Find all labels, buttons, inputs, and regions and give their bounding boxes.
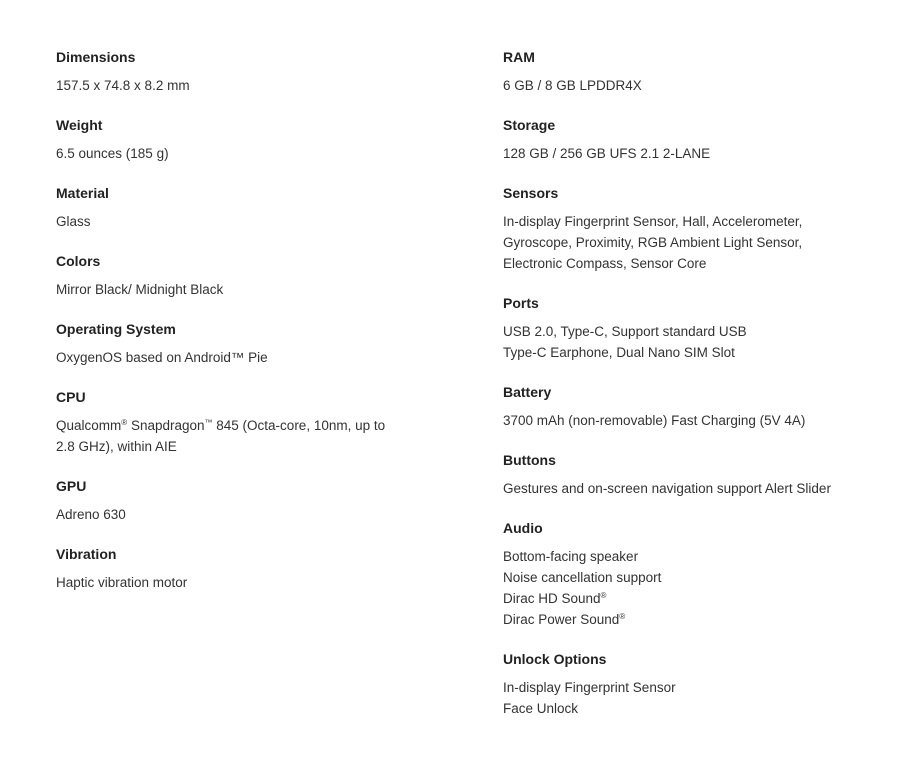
spec-label: Sensors: [503, 185, 559, 201]
spec-value: Mirror Black/ Midnight Black: [56, 282, 224, 297]
audio-dirac-power: Dirac Power Sound: [503, 612, 620, 627]
registered-mark: ®: [619, 612, 626, 621]
spec-value: 6.5 ounces (185 g): [56, 146, 169, 161]
spec-value: 157.5 x 74.8 x 8.2 mm: [56, 78, 190, 93]
spec-value: Noise cancellation support: [503, 570, 662, 585]
spec-weight: [56, 115, 456, 164]
spec-value: Haptic vibration motor: [56, 575, 188, 590]
registered-mark: ®: [600, 591, 607, 600]
spec-label: GPU: [56, 478, 87, 494]
spec-buttons: [503, 450, 883, 499]
spec-label: Weight: [56, 117, 103, 133]
registered-mark: ®: [121, 418, 128, 427]
spec-colors: [56, 251, 456, 300]
spec-label: Dimensions: [56, 49, 136, 65]
spec-value: Adreno 630: [56, 507, 126, 522]
cpu-details: 845 (Octa-core, 10nm, up to 2.8 GHz), within AIE: [56, 418, 386, 454]
spec-value: Gestures and on-screen navigation support Alert Slider: [503, 481, 831, 496]
spec-label: Audio: [503, 520, 543, 536]
spec-value: Bottom-facing speaker: [503, 549, 639, 564]
spec-unlock-options: [503, 649, 883, 719]
spec-material: [56, 183, 456, 232]
spec-battery: [503, 382, 883, 431]
spec-value: [503, 609, 883, 630]
cpu-product: Snapdragon: [130, 418, 205, 433]
spec-sensors: [503, 183, 883, 274]
spec-label: Unlock Options: [503, 651, 607, 667]
spec-value: 3700 mAh (non-removable) Fast Charging (5V 4A): [503, 413, 806, 428]
spec-value: Face Unlock: [503, 701, 579, 716]
spec-label: Battery: [503, 384, 552, 400]
spec-cpu: [56, 387, 456, 457]
spec-value: [56, 415, 406, 457]
spec-storage: [503, 115, 883, 164]
specs-right-column: [503, 47, 883, 738]
cpu-brand: Qualcomm: [56, 418, 122, 433]
spec-value: 128 GB / 256 GB UFS 2.1 2-LANE: [503, 146, 711, 161]
spec-value: Gyroscope, Proximity, RGB Ambient Light Sensor,: [503, 235, 803, 250]
spec-dimensions: [56, 47, 456, 96]
spec-value: Type-C Earphone, Dual Nano SIM Slot: [503, 345, 735, 360]
spec-vibration: [56, 544, 456, 593]
spec-label: Operating System: [56, 321, 176, 337]
spec-label: Storage: [503, 117, 556, 133]
spec-value: In-display Fingerprint Sensor, Hall, Accelerometer,: [503, 214, 803, 229]
spec-value: In-display Fingerprint Sensor: [503, 680, 676, 695]
spec-ram: [503, 47, 883, 96]
spec-audio: [503, 518, 883, 630]
spec-value: Glass: [56, 214, 91, 229]
spec-label: Vibration: [56, 546, 117, 562]
spec-label: Ports: [503, 295, 539, 311]
spec-operating-system: [56, 319, 456, 368]
spec-label: Colors: [56, 253, 101, 269]
spec-label: Material: [56, 185, 109, 201]
spec-value: USB 2.0, Type-C, Support standard USB: [503, 324, 747, 339]
spec-gpu: [56, 476, 456, 525]
spec-label: Buttons: [503, 452, 556, 468]
spec-label: CPU: [56, 389, 86, 405]
spec-value: 6 GB / 8 GB LPDDR4X: [503, 78, 642, 93]
trademark-mark: ™: [204, 418, 213, 427]
spec-ports: [503, 293, 883, 363]
spec-value: [503, 588, 883, 609]
specs-left-column: [56, 47, 456, 612]
spec-value: Electronic Compass, Sensor Core: [503, 256, 707, 271]
spec-label: RAM: [503, 49, 535, 65]
audio-dirac-hd: Dirac HD Sound: [503, 591, 601, 606]
spec-value: OxygenOS based on Android™ Pie: [56, 350, 268, 365]
